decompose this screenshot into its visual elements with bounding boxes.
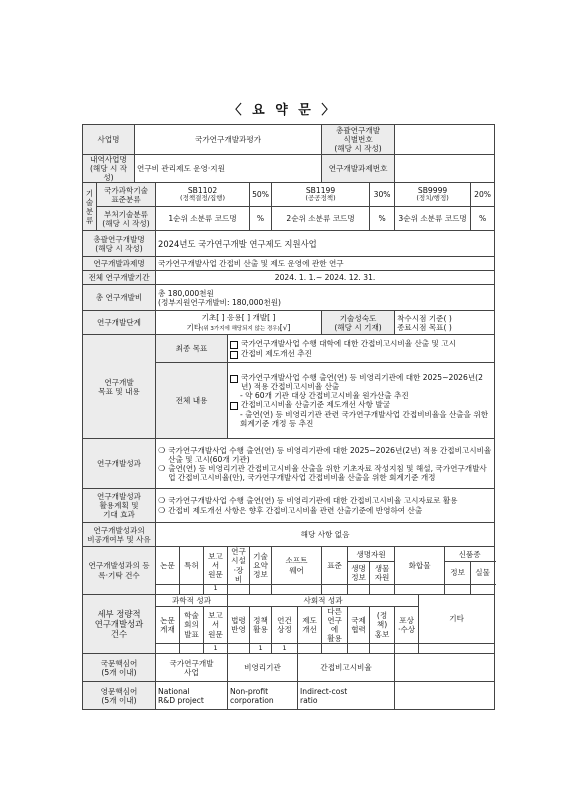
perf-val-system bbox=[298, 644, 322, 654]
perf-other-label: 기타 bbox=[419, 594, 495, 643]
content-label: 전체 내용 bbox=[156, 363, 228, 439]
final-goal-content: 국가연구개발사업 수행 대학에 대한 간접비고시비율 산출 및 고시 간접비 제도개선 추진 bbox=[228, 335, 495, 363]
national-pct-2: 30% bbox=[370, 183, 395, 207]
task-no-value bbox=[395, 155, 495, 183]
perf-val-law bbox=[228, 644, 250, 654]
budget-value: 총 180,000천원 (정부지원연구개발비: 180,000천원) bbox=[156, 285, 495, 311]
project-title-value: 국가연구개발사업 간접비 산출 및 제도 운영에 관한 연구 bbox=[156, 257, 495, 271]
reg-val-report: 1 bbox=[204, 584, 228, 594]
row-project-title bbox=[83, 257, 495, 271]
keyword-en-3: Indirect-cost ratio bbox=[298, 682, 395, 710]
perf-soc-label: 사회적 성과 bbox=[228, 594, 419, 606]
reg-head-variety-real: 실물 bbox=[471, 561, 495, 584]
reg-val-patent bbox=[180, 584, 204, 594]
content-body: 국가연구개발사업 수행 출연(연) 등 비영리기관에 대한 2025~2026년(2년) 적용 간접비고시비율 산출 - 약 60개 기관 대상 간접비고시비율 원가산출 추진 간접비고시비율 산출기준 제도개선 사항 발굴 - 출연(연) 등 비영리기관 관련 국가연구개발사업 간접비비율을 산출을 위한 회계기준 개정 등 추진 bbox=[228, 363, 495, 439]
bullet-circle-icon: ❍ bbox=[158, 445, 166, 455]
maturity-label: 기술성숙도 (해당 시 기재) bbox=[322, 311, 395, 335]
row-nondisclosure bbox=[83, 523, 495, 547]
row-project bbox=[83, 125, 495, 155]
checkbox-icon bbox=[230, 375, 238, 383]
ministry-pct-3: % bbox=[471, 207, 495, 231]
ministry-pct-2: % bbox=[370, 207, 395, 231]
reg-val-techsum bbox=[250, 584, 272, 594]
overall-id-label: 총괄연구개발 식별번호 (해당 시 작성) bbox=[322, 125, 395, 155]
keyword-en-4 bbox=[395, 682, 495, 710]
national-class-label: 국가과학기술 표준분류 bbox=[97, 183, 156, 207]
perf-val-conference bbox=[180, 644, 204, 654]
row-budget bbox=[83, 285, 495, 311]
stage-label: 연구개발단계 bbox=[83, 311, 156, 335]
reg-val-bio-info bbox=[348, 584, 370, 594]
row-final-goal bbox=[83, 335, 495, 363]
perf-val-intl bbox=[348, 644, 370, 654]
perf-head-conference: 학술 회의 발표 bbox=[180, 606, 204, 643]
keyword-ko-1: 국가연구개발 사업 bbox=[156, 654, 228, 682]
row-sub-project bbox=[83, 155, 495, 183]
overall-id-value bbox=[395, 125, 495, 155]
perf-val-policy: 1 bbox=[250, 644, 272, 654]
row-performance-head1 bbox=[83, 594, 495, 606]
perf-head-law: 법령 반영 bbox=[228, 606, 250, 643]
stage-options: 기초[ ] 응용[ ] 개발[ ] 기타(위 3가지에 해당되지 않는 경우)[√] bbox=[156, 311, 322, 335]
reg-head-patent: 특허 bbox=[180, 547, 204, 584]
reg-val-compound bbox=[395, 584, 445, 594]
registration-label: 연구개발성과의 등록·기탁 건수 bbox=[83, 547, 156, 594]
utilization-label: 연구개발성과 활용계획 및 기대 효과 bbox=[83, 489, 156, 523]
perf-val-promo bbox=[370, 644, 395, 654]
row-utilization bbox=[83, 489, 495, 523]
reg-head-paper: 논문 bbox=[156, 547, 180, 584]
row-tech-national bbox=[83, 183, 495, 207]
reg-val-bio-resource bbox=[370, 584, 395, 594]
checkbox-icon bbox=[230, 341, 238, 349]
keywords-en-label: 영문핵심어 (5개 이내) bbox=[83, 682, 156, 710]
keyword-en-2: Non-profit corporation bbox=[228, 682, 298, 710]
ministry-rank-3: 3순위 소분류 코드명 bbox=[395, 207, 471, 231]
keyword-ko-2: 비영리기관 bbox=[228, 654, 298, 682]
reg-val-software bbox=[272, 584, 322, 594]
task-no-label: 연구개발과제번호 bbox=[322, 155, 395, 183]
sub-project-label: 내역사업명 (해당 시 작성) bbox=[83, 155, 135, 183]
reg-head-compound: 화합물 bbox=[395, 547, 445, 584]
ministry-class-label: 부처기술분류 (해당 시 작성) bbox=[97, 207, 156, 231]
row-overall-name bbox=[83, 231, 495, 257]
performance-label: 세부 정량적 연구개발성과 건수 bbox=[83, 594, 156, 653]
reg-head-report: 보고서 원문 bbox=[204, 547, 228, 584]
results-label: 연구개발성과 bbox=[83, 439, 156, 489]
checkbox-icon bbox=[230, 351, 238, 359]
keyword-ko-4 bbox=[395, 654, 495, 682]
perf-head-system: 제도 개선 bbox=[298, 606, 322, 643]
perf-head-award: 포상 ·수상 bbox=[395, 606, 419, 643]
period-value: 2024. 1. 1.~ 2024. 12. 31. bbox=[156, 271, 495, 285]
reg-val-facility bbox=[228, 584, 250, 594]
row-keywords-en bbox=[83, 682, 495, 710]
ministry-rank-1: 1순위 소분류 코드명 bbox=[156, 207, 250, 231]
perf-val-bill: 1 bbox=[272, 644, 298, 654]
bullet-circle-icon: ❍ bbox=[158, 463, 166, 473]
ministry-rank-2: 2순위 소분류 코드명 bbox=[272, 207, 370, 231]
project-title-label: 연구개발과제명 bbox=[83, 257, 156, 271]
national-pct-1: 50% bbox=[250, 183, 272, 207]
sub-project-value: 연구비 관리제도 운영·지원 bbox=[135, 155, 322, 183]
national-pct-3: 20% bbox=[471, 183, 495, 207]
perf-val-other bbox=[419, 644, 495, 654]
perf-head-promo: (정책) 홍보 bbox=[370, 606, 395, 643]
reg-head-bio-resource: 생물 자원 bbox=[370, 561, 395, 584]
reg-head-bio: 생명자원 bbox=[348, 547, 395, 562]
goals-label: 연구개발 목표 및 내용 bbox=[83, 335, 156, 439]
row-tech-ministry bbox=[83, 207, 495, 231]
utilization-body: ❍ 국가연구개발사업 수행 출연(연) 등 비영리기관에 대한 간접비고시비율 고시자료로 활용 ❍ 간접비 제도개선 사항은 향후 간접비고시비율 관련 산출기준에 반영하여 산출 bbox=[156, 489, 495, 523]
perf-head-bill: 언건 상정 bbox=[272, 606, 298, 643]
reg-head-facility: 연구 시설 ·장비 bbox=[228, 547, 250, 584]
national-code-3: SB9999 (정치/행정) bbox=[395, 183, 471, 207]
reg-val-standard bbox=[322, 584, 348, 594]
results-body: ❍ 국가연구개발사업 수행 출연(연) 등 비영리기관에 대한 2025~2026년(2년) 적용 간접비고시비율 산출 및 고시(60개 기관) ❍ 출연(연) 등 비영리기관 간접비고시비율 산출을 위한 기초자료 작성지침 및 해설, 국가연구개발사업 간접비고시비율(안), 국가연구개발사업 간접비비율 산출을 위한 회계기준 개정 bbox=[156, 439, 495, 489]
project-value: 국가연구개발과평가 bbox=[135, 125, 322, 155]
national-code-2: SB1199 (공공정책) bbox=[272, 183, 370, 207]
perf-sci-label: 과학적 성과 bbox=[156, 594, 228, 606]
page-title: 〈 요 약 문 〉 bbox=[228, 103, 338, 118]
nondisclosure-value: 해당 사항 없음 bbox=[156, 523, 495, 547]
reg-head-bio-info: 생명 정보 bbox=[348, 561, 370, 584]
reg-val-paper bbox=[156, 584, 180, 594]
keywords-ko-label: 국문핵심어 (5개 이내) bbox=[83, 654, 156, 682]
perf-val-journal bbox=[156, 644, 180, 654]
period-label: 전체 연구개발기간 bbox=[83, 271, 156, 285]
row-stage bbox=[83, 311, 495, 335]
perf-head-intl: 국제 협력 bbox=[348, 606, 370, 643]
tech-class-side-label: 기 술 분 류 bbox=[83, 183, 97, 231]
maturity-values: 착수시점 기준( ) 종료시점 목표( ) bbox=[395, 311, 495, 335]
reg-head-standard: 표준 bbox=[322, 547, 348, 584]
reg-val-variety-info bbox=[445, 584, 471, 594]
bullet-circle-icon: ❍ bbox=[158, 505, 166, 515]
national-code-1: SB1102 (정책결정/집행) bbox=[156, 183, 250, 207]
reg-head-variety: 신품종 bbox=[445, 547, 495, 562]
overall-name-label: 총괄연구개발명 (해당 시 작성) bbox=[83, 231, 156, 257]
nondisclosure-label: 연구개발성과의 비공개여부 및 사유 bbox=[83, 523, 156, 547]
perf-val-other-research bbox=[322, 644, 348, 654]
row-registration-head1 bbox=[83, 547, 495, 562]
perf-head-policy: 정책 활용 bbox=[250, 606, 272, 643]
perf-head-journal: 논문 게재 bbox=[156, 606, 180, 643]
reg-val-variety-real bbox=[471, 584, 495, 594]
summary-form bbox=[82, 124, 495, 710]
keyword-en-1: National R&D project bbox=[156, 682, 228, 710]
row-results bbox=[83, 439, 495, 489]
perf-head-report: 보고서 원문 bbox=[204, 606, 228, 643]
reg-head-techsum: 기술 요약 정보 bbox=[250, 547, 272, 584]
keyword-ko-3: 간접비고시비율 bbox=[298, 654, 395, 682]
perf-val-award bbox=[395, 644, 419, 654]
bullet-circle-icon: ❍ bbox=[158, 496, 166, 506]
perf-head-other-research: 다른 연구에 활용 bbox=[322, 606, 348, 643]
project-label: 사업명 bbox=[83, 125, 135, 155]
reg-head-software: 소프트 웨어 bbox=[272, 547, 322, 584]
ministry-pct-1: % bbox=[250, 207, 272, 231]
row-period bbox=[83, 271, 495, 285]
budget-label: 총 연구개발비 bbox=[83, 285, 156, 311]
perf-val-report: 1 bbox=[204, 644, 228, 654]
overall-name-value: 2024년도 국가연구개발 연구제도 지원사업 bbox=[156, 231, 495, 257]
row-keywords-ko bbox=[83, 654, 495, 682]
checkbox-icon bbox=[230, 402, 238, 410]
reg-head-variety-info: 정보 bbox=[445, 561, 471, 584]
final-goal-label: 최종 목표 bbox=[156, 335, 228, 363]
